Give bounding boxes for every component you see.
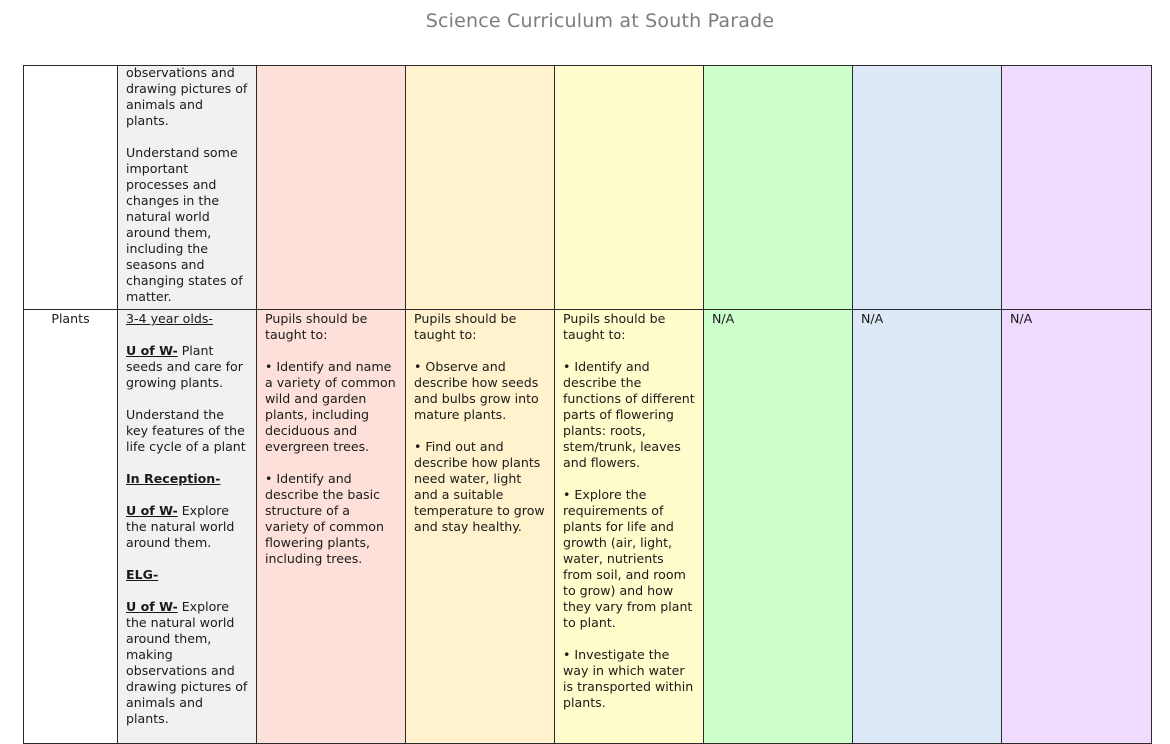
uow-label: U of W- [126, 503, 178, 518]
eyfs-heading: ELG- [126, 567, 159, 582]
curriculum-table [23, 65, 1152, 744]
year2-cell [406, 310, 555, 744]
bullet-item: • Explore the requirements of plants for life and growth (air, light, water, nutrients from soil, and room to grow) and how they vary from plant to plant. [563, 487, 693, 630]
eyfs-text: observations and drawing pictures of animals and plants. [126, 65, 248, 128]
document-title: Science Curriculum at South Parade [425, 10, 775, 32]
intro-text: Pupils should be taught to: [265, 311, 368, 342]
bullet-item: • Identify and name a variety of common wild and garden plants, including deciduous and evergreen trees. [265, 359, 396, 454]
table-row [24, 66, 1152, 310]
eyfs-cell [118, 66, 257, 310]
eyfs-heading: 3-4 year olds- [126, 311, 213, 326]
intro-text: Pupils should be taught to: [563, 311, 666, 342]
table-row [24, 310, 1152, 744]
year1-cell [257, 310, 406, 744]
bullet-item: • Find out and describe how plants need water, light and a suitable temperature to grow and stay healthy. [414, 439, 545, 534]
eyfs-text: Understand the key features of the life cycle of a plant [126, 407, 246, 454]
year6-cell: N/A [1002, 310, 1152, 744]
eyfs-cell [118, 310, 257, 744]
year2-cell [406, 66, 555, 310]
year1-cell [257, 66, 406, 310]
year3-cell [555, 310, 704, 744]
year4-cell [704, 66, 853, 310]
bullet-item: • Investigate the way in which water is transported within plants. [563, 647, 694, 710]
eyfs-text: Explore the natural world around them, making observations and drawing pictures of animals and plants. [126, 599, 248, 726]
year5-cell: N/A [853, 310, 1002, 744]
bullet-item: • Identify and describe the basic structure of a variety of common flowering plants, including trees. [265, 471, 384, 566]
topic-cell: Plants [24, 310, 118, 744]
uow-label: U of W- [126, 599, 178, 614]
uow-label: U of W- [126, 343, 178, 358]
year6-cell [1002, 66, 1152, 310]
year5-cell [853, 66, 1002, 310]
eyfs-text: Plant seeds and care for growing plants. [126, 343, 243, 390]
topic-cell [24, 66, 118, 310]
eyfs-text: Understand some important processes and changes in the natural world around them, including the seasons and changing states of matter. [126, 145, 243, 304]
year4-cell: N/A [704, 310, 853, 744]
year3-cell [555, 66, 704, 310]
bullet-item: • Identify and describe the functions of different parts of flowering plants: roots, stem/trunk, leaves and flowers. [563, 359, 695, 470]
bullet-item: • Observe and describe how seeds and bulbs grow into mature plants. [414, 359, 539, 422]
eyfs-heading: In Reception- [126, 471, 221, 486]
eyfs-text: Explore the natural world around them. [126, 503, 235, 550]
intro-text: Pupils should be taught to: [414, 311, 517, 342]
